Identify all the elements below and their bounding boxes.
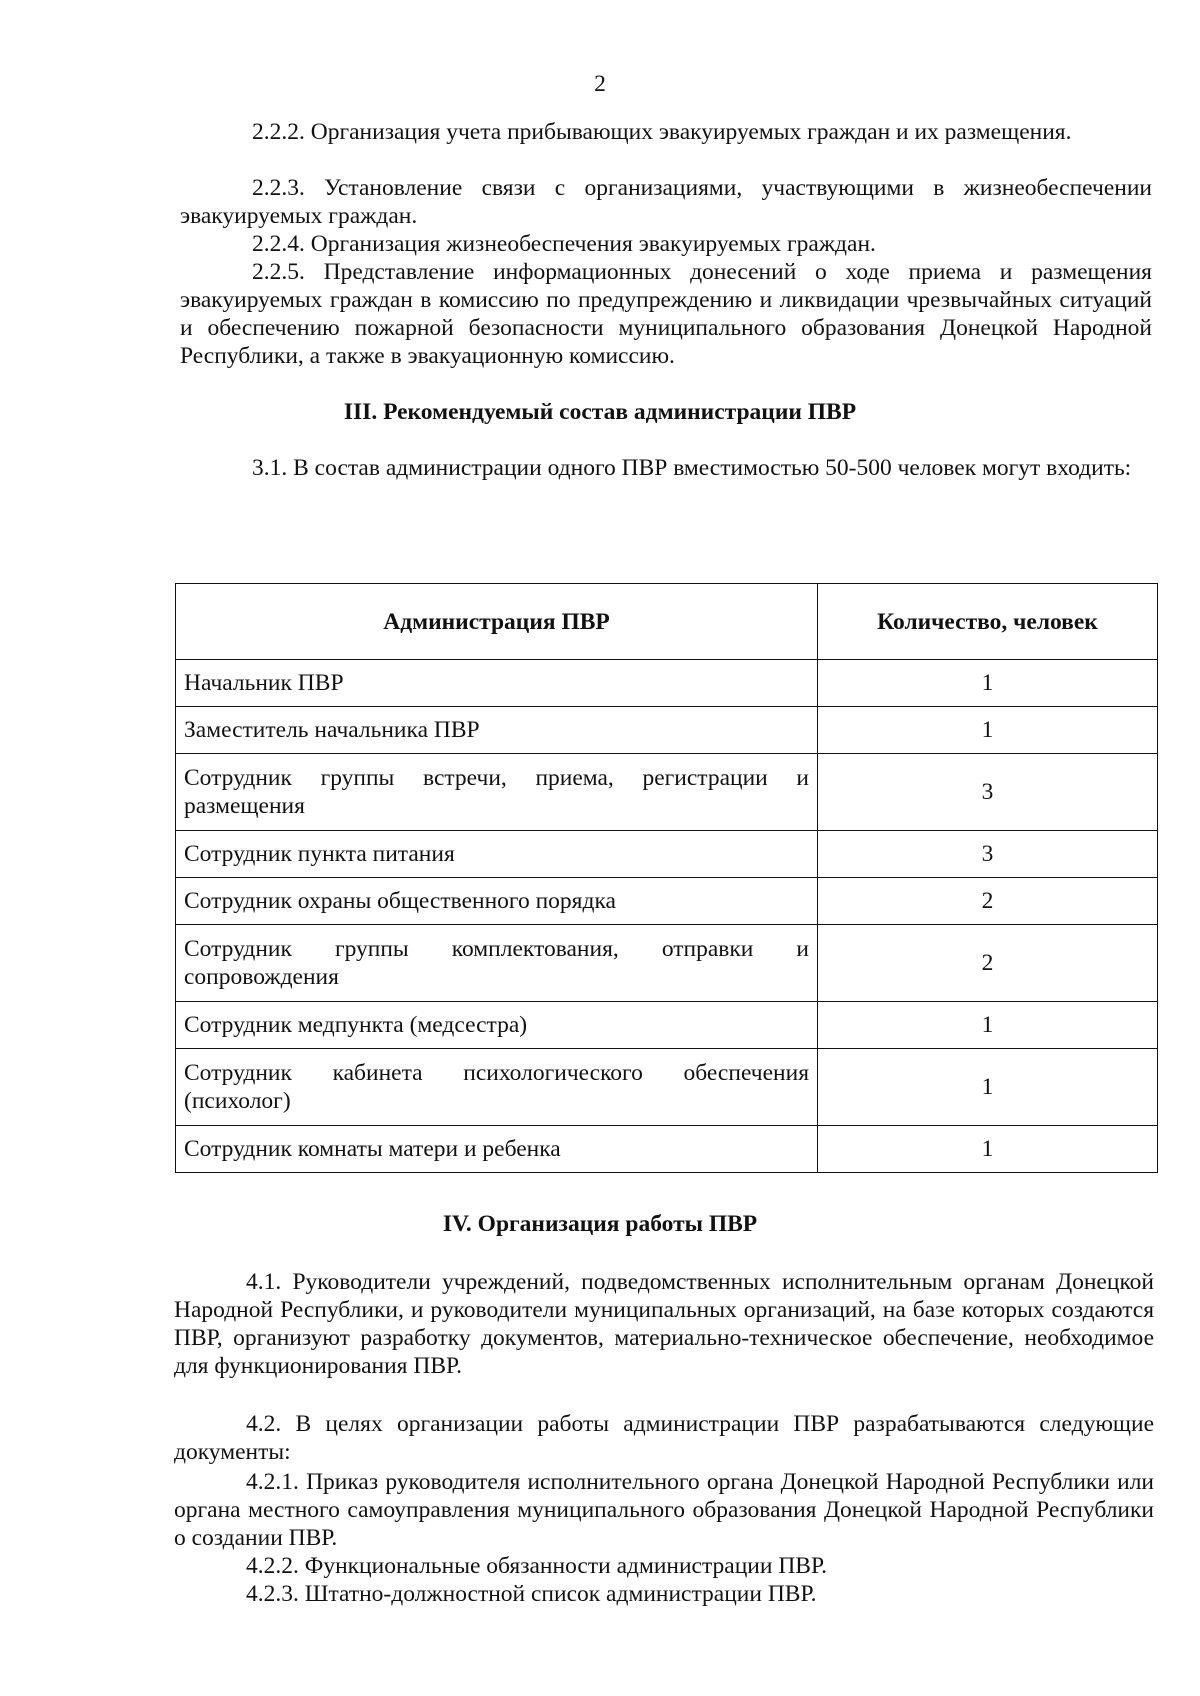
paragraph-3-1: 3.1. В состав администрации одного ПВР вместимостью 50-500 человек могут входить: (252, 455, 1132, 481)
row-count: 3 (818, 754, 1158, 831)
paragraph-2-2-3: 2.2.3. Установление связи с организациями, участвующими в жизнеобеспечении эвакуируемых граждан. (180, 175, 1152, 229)
row-name: Начальник ПВР (176, 660, 818, 707)
page-number: 2 (594, 71, 606, 97)
section-4-heading: IV. Организация работы ПВР (442, 1211, 758, 1237)
table-row (176, 1126, 1158, 1173)
row-name: Сотрудник медпункта (медсестра) (176, 1002, 818, 1049)
table-row (176, 707, 1158, 754)
table-row (176, 878, 1158, 925)
table-row (176, 754, 1158, 831)
row-count: 2 (818, 925, 1158, 1002)
paragraph-2-2-4: 2.2.4. Организация жизнеобеспечения эвакуируемых граждан. (252, 231, 876, 257)
table-row (176, 925, 1158, 1002)
row-name: Сотрудник кабинета психологического обеспечения (психолог) (176, 1049, 818, 1126)
row-name: Сотрудник группы комплектования, отправки и сопровождения (176, 925, 818, 1002)
paragraph-4-2-1: 4.2.1. Приказ руководителя исполнительного органа Донецкой Народной Республики или органа местного самоуправления муниципального образования Донецкой Народной Республики о создании ПВР. (174, 1469, 1154, 1551)
row-name: Заместитель начальника ПВР (176, 707, 818, 754)
table-row (176, 1049, 1158, 1126)
table-row (176, 660, 1158, 707)
table-header-row (176, 584, 1158, 660)
header-count: Количество, человек (818, 584, 1158, 660)
staff-table (175, 583, 1158, 1173)
row-count: 1 (818, 660, 1158, 707)
paragraph-2-2-5: 2.2.5. Представление информационных донесений о ходе приема и размещения эвакуируемых граждан в комиссию по предупреждению и ликвидации чрезвычайных ситуаций и обеспечению пожарной безопасности муниципального образования Донецкой Народной Республики, а также в эвакуационную комиссию. (180, 259, 1152, 369)
section-3-heading: III. Рекомендуемый состав администрации ПВР (343, 399, 857, 425)
row-name: Сотрудник группы встречи, приема, регистрации и размещения (176, 754, 818, 831)
row-count: 1 (818, 707, 1158, 754)
header-administration: Администрация ПВР (176, 584, 818, 660)
paragraph-4-1: 4.1. Руководители учреждений, подведомственных исполнительным органам Донецкой Народной Республики, и руководители муниципальных организаций, на базе которых создаются ПВР, организуют разработку документов, материально-техническое обеспечение, необходимое для функционирования ПВР. (174, 1269, 1154, 1379)
table-row (176, 1002, 1158, 1049)
row-name: Сотрудник пункта питания (176, 831, 818, 878)
table-row (176, 831, 1158, 878)
row-name: Сотрудник комнаты матери и ребенка (176, 1126, 818, 1173)
row-count: 1 (818, 1049, 1158, 1126)
row-count: 2 (818, 878, 1158, 925)
paragraph-4-2-2: 4.2.2. Функциональные обязанности администрации ПВР. (246, 1553, 827, 1579)
paragraph-4-2: 4.2. В целях организации работы администрации ПВР разрабатываются следующие документы: (174, 1411, 1154, 1465)
paragraph-4-2-3: 4.2.3. Штатно-должностной список администрации ПВР. (246, 1581, 817, 1607)
row-count: 1 (818, 1126, 1158, 1173)
row-count: 1 (818, 1002, 1158, 1049)
paragraph-2-2-2: 2.2.2. Организация учета прибывающих эвакуируемых граждан и их размещения. (252, 119, 1072, 145)
row-name: Сотрудник охраны общественного порядка (176, 878, 818, 925)
row-count: 3 (818, 831, 1158, 878)
